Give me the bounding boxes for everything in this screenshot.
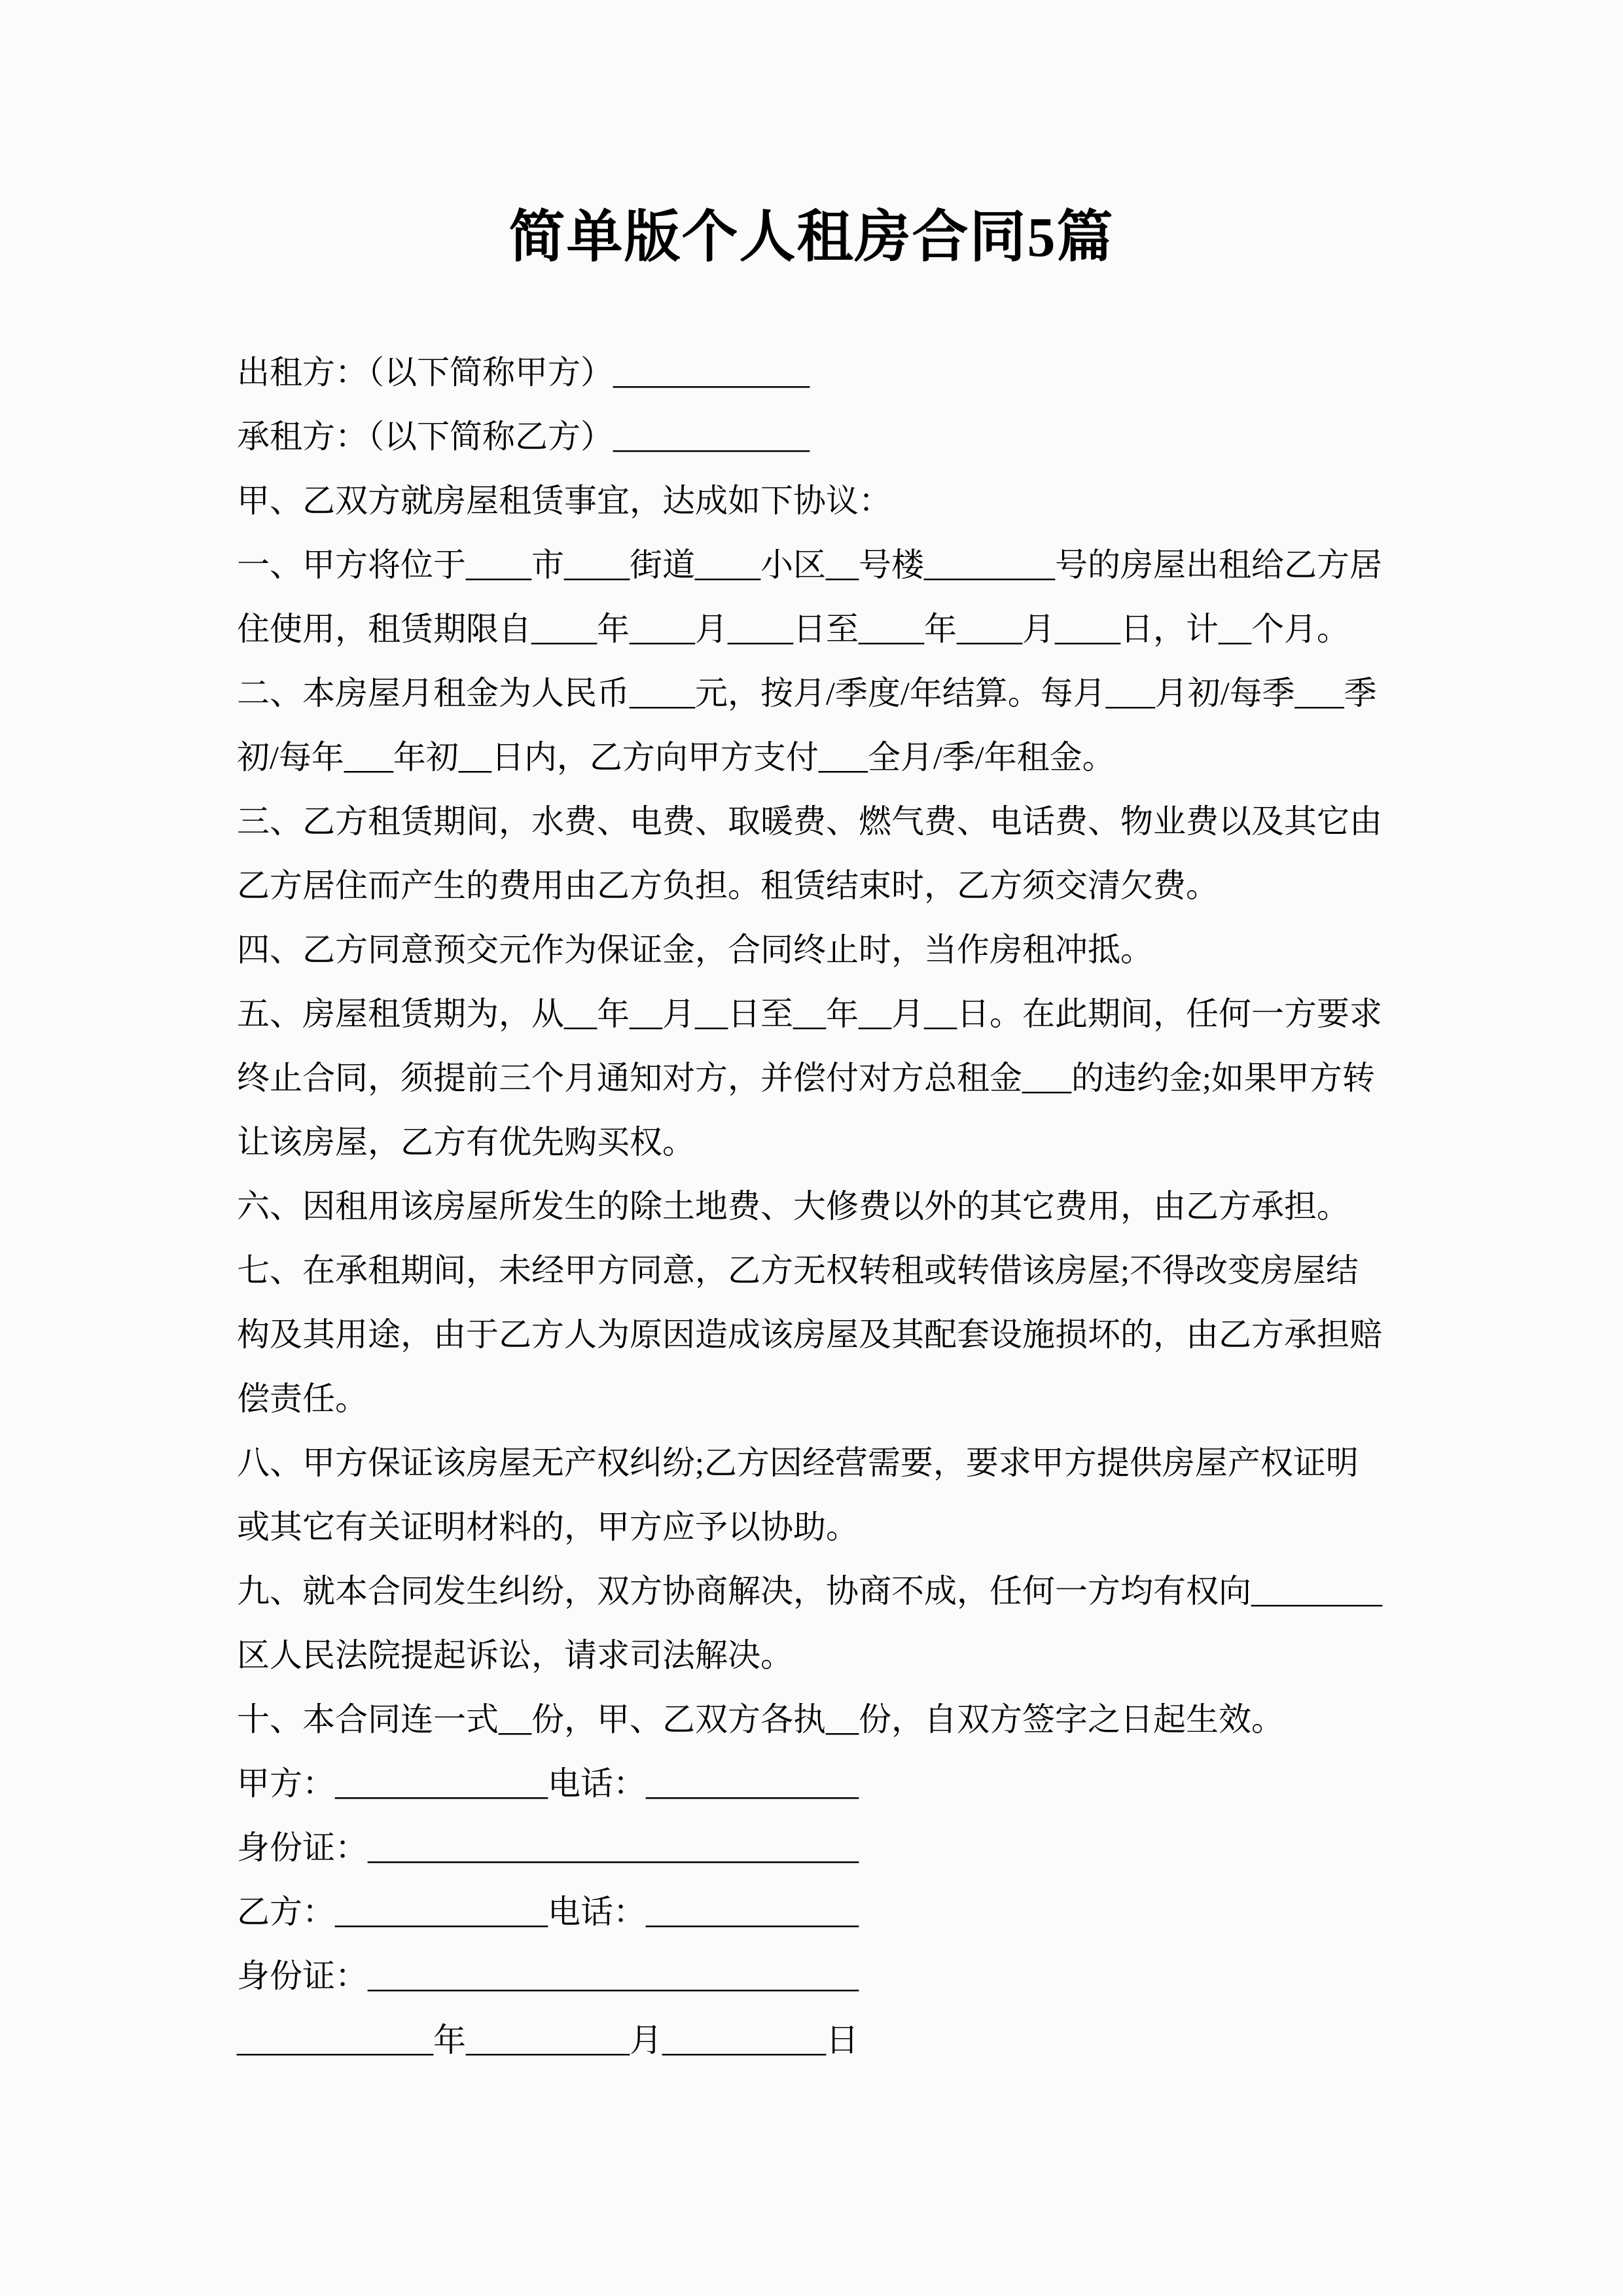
party-a-signature-line: 甲方：_____________电话：_____________ <box>237 1765 859 1802</box>
clause-9: 九、就本合同发生纠纷，双方协商解决，协商不成，任何一方均有权向________区人民法院提起诉讼，请求司法解决。 <box>237 1573 1382 1674</box>
party-a-id-line: 身份证：______________________________ <box>237 1829 859 1866</box>
clause-7: 七、在承租期间，未经甲方同意，乙方无权转租或转借该房屋;不得改变房屋结构及其用途，由于乙方人为原因造成该房屋及其配套设施损坏的，由乙方承担赔偿责任。 <box>237 1252 1382 1417</box>
clause-1: 一、甲方将位于____市____街道____小区__号楼________号的房屋出租给乙方居住使用，租赁期限自____年____月____日至____年____月____日，计__个月。 <box>237 547 1382 647</box>
party-b-signature-line: 乙方：_____________电话：_____________ <box>237 1893 859 1930</box>
clause-3: 三、乙方租赁期间，水费、电费、取暖费、燃气费、电话费、物业费以及其它由乙方居住而产生的费用由乙方负担。租赁结束时，乙方须交清欠费。 <box>237 803 1382 904</box>
clause-10: 十、本合同连一式__份，甲、乙双方各执__份，自双方签字之日起生效。 <box>237 1701 1284 1738</box>
document-body <box>237 340 1389 2072</box>
document-title: 简单版个人租房合同5篇 <box>508 206 1115 268</box>
clause-5: 五、房屋租赁期为，从__年__月__日至__年__月__日。在此期间，任何一方要求终止合同，须提前三个月通知对方，并偿付对方总租金___的违约金;如果甲方转让该房屋，乙方有优先购买权。 <box>237 996 1382 1160</box>
clause-8: 八、甲方保证该房屋无产权纠纷;乙方因经营需要，要求甲方提供房屋产权证明或其它有关证明材料的，甲方应予以协助。 <box>237 1444 1359 1545</box>
clause-6: 六、因租用该房屋所发生的除土地费、大修费以外的其它费用，由乙方承担。 <box>237 1188 1349 1225</box>
lessee-line: 承租方：（以下简称乙方）____________ <box>237 418 810 455</box>
lessor-line: 出租方：（以下简称甲方）____________ <box>237 354 810 391</box>
agreement-intro: 甲、乙双方就房屋租赁事宜，达成如下协议： <box>237 482 891 519</box>
clause-2: 二、本房屋月租金为人民币____元，按月/季度/年结算。每月___月初/每季___季初/每年___年初__日内，乙方向甲方支付___全月/季/年租金。 <box>237 675 1377 776</box>
party-b-id-line: 身份证：______________________________ <box>237 1958 859 1994</box>
clause-4: 四、乙方同意预交元作为保证金，合同终止时，当作房租冲抵。 <box>237 931 1153 968</box>
date-line: ____________年__________月__________日 <box>237 2022 859 2058</box>
